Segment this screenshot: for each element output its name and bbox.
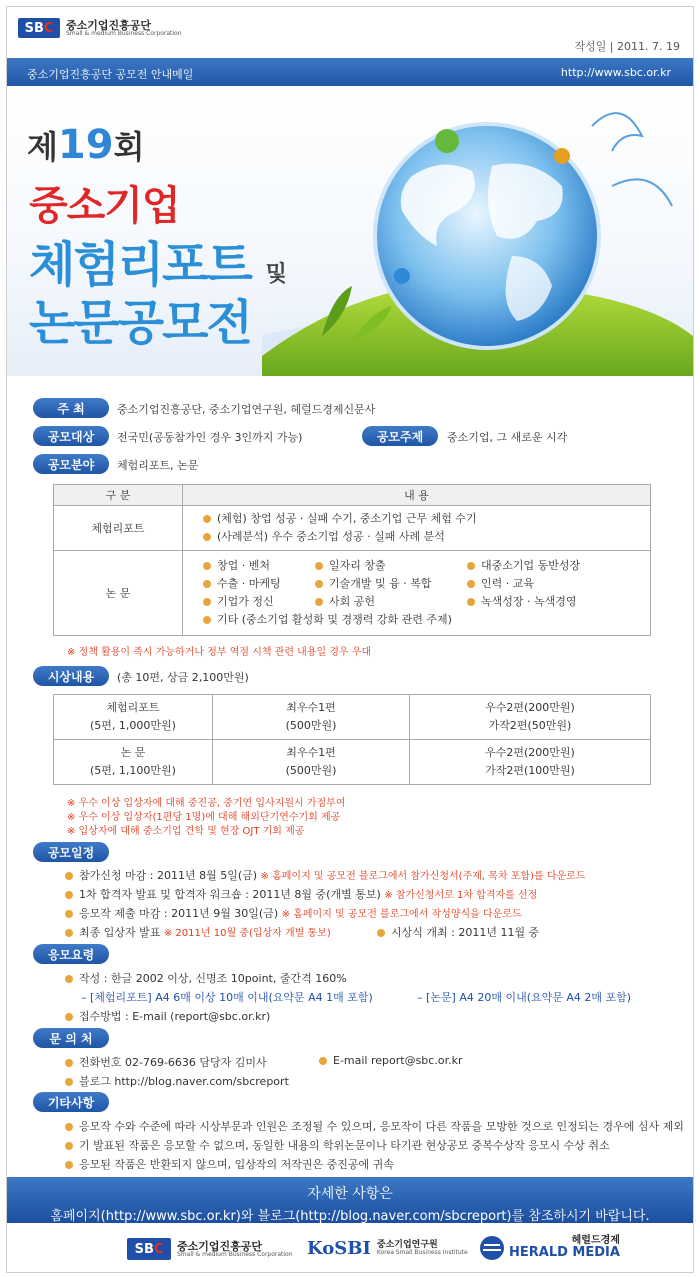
issue-date: 작성일 | 2011. 7. 19 <box>574 40 680 53</box>
target-value: 전국민(공동참가인 경우 3인까지 가능) <box>117 431 303 444</box>
edition-title <box>27 122 145 168</box>
ceremony-text: 시상식 개최 : 2011년 11월 중 <box>391 926 540 939</box>
schedule-note: ※ 참가신청서로 1차 합격자를 선정 <box>384 890 538 901</box>
bullet-icon <box>65 1013 73 1021</box>
guide-report-spec: – [체험리포트] A4 6매 이상 10매 이내(요약문 A4 1매 포함) <box>81 991 373 1004</box>
bullet-icon <box>377 929 385 937</box>
globe-illustration <box>262 86 693 376</box>
paper-topic <box>203 593 315 611</box>
contact-item <box>65 1054 267 1070</box>
paper-topic <box>467 557 627 575</box>
bullet-icon <box>203 580 211 588</box>
field-table <box>53 484 651 636</box>
etc-item <box>65 1156 394 1172</box>
schedule-text: 참가신청 마감 : 2011년 8월 5일(금) <box>79 869 258 882</box>
bullet-icon <box>319 1057 327 1065</box>
guide-text: 작성 : 한글 2002 이상, 신명조 10point, 줄간격 160% <box>79 972 347 985</box>
contact-item[interactable] <box>319 1054 462 1067</box>
paper-topic-other <box>203 611 650 629</box>
bullet-icon <box>65 1142 73 1150</box>
report-item <box>203 510 650 528</box>
bullet-icon <box>315 562 323 570</box>
footer-kosbi-logo[interactable] <box>307 1238 468 1259</box>
row-paper-content <box>183 551 651 636</box>
hero-banner <box>7 86 693 376</box>
paper-topic-other-text: 기타 (중소기업 활성화 및 경쟁력 강화 관련 주제) <box>217 613 452 626</box>
prize-note: ※ 우수 이상 입상자(1편당 1명)에 대해 해외단기연수기회 제공 <box>67 812 341 823</box>
guide-item <box>65 970 347 986</box>
prize-paper-total: (5편, 1,100만원) <box>90 764 176 777</box>
guide-item <box>65 1008 270 1024</box>
prize-paper-name: 논 문 <box>120 746 146 759</box>
paper-topic-text: 녹색성장 · 녹색경영 <box>481 595 577 608</box>
kosbi-korean: 중소기업연구원 <box>376 1240 438 1250</box>
sbc-logo[interactable] <box>18 18 182 38</box>
details-heading: 자세한 사항은 <box>307 1186 393 1202</box>
etc-text: 응모작 수와 수준에 따라 시상부문과 인원은 조정될 수 있으며, 응모작이 다른 작품을 모방한 것으로 인정되는 경우에 심사 제외 <box>79 1120 684 1133</box>
bullet-icon <box>203 533 211 541</box>
guide-paper-spec: – [논문] A4 20매 이내(요약문 A4 2매 포함) <box>417 991 632 1004</box>
theme-label: 공모주제 <box>362 426 438 446</box>
bullet-icon <box>467 580 475 588</box>
etc-label: 기타사항 <box>33 1092 109 1112</box>
paper-topic <box>315 557 467 575</box>
prize-report-category <box>54 695 213 740</box>
prize-report-top-amount: (500만원) <box>285 719 337 732</box>
schedule-item <box>65 905 522 921</box>
herald-korean: 헤럴드경제 <box>571 1235 620 1247</box>
footer-sbc-korean: 중소기업진흥공단 <box>177 1239 263 1253</box>
etc-item <box>65 1137 610 1153</box>
report-item <box>203 528 650 546</box>
etc-item <box>65 1118 684 1134</box>
footer-logos <box>7 1230 693 1266</box>
content-area <box>7 376 693 1176</box>
details-text: 홈페이지(http://www.sbc.or.kr)와 블로그(http://blog.naver.com/sbcreport)를 참조하시기 바랍니다. <box>50 1209 650 1224</box>
paper-topic-text: 대중소기업 동반성장 <box>481 559 581 572</box>
guide-text: 접수방법 : E-mail (report@sbc.or.kr) <box>79 1010 271 1023</box>
schedule-item <box>65 924 331 940</box>
hero-report-text: 체험리포트 <box>29 237 251 293</box>
paper-topic <box>203 575 315 593</box>
contact-email[interactable]: E-mail report@sbc.or.kr <box>333 1054 463 1067</box>
theme-value: 중소기업, 그 새로운 시각 <box>447 431 568 444</box>
prize-paper-top-count: 최우수1편 <box>286 746 336 759</box>
prize-paper-merit: 가작2편(100만원) <box>485 764 575 777</box>
bullet-icon <box>467 562 475 570</box>
row-report-content <box>183 506 651 551</box>
kosbi-english: Korea Small Business Institute <box>376 1249 468 1256</box>
prize-report-top-count: 최우수1편 <box>286 701 336 714</box>
herald-english: HERALD MEDIA <box>509 1245 620 1261</box>
logo-korean-name: 중소기업진흥공단 <box>66 18 152 32</box>
bullet-icon <box>65 1161 73 1169</box>
paper-topic <box>467 593 627 611</box>
etc-text: 기 발표된 작품은 응모할 수 없으며, 동일한 내용의 학위논문이나 타기관 현상공모 중복수상작 응모시 수상 취소 <box>79 1139 610 1152</box>
sbc-logo-mark <box>18 18 60 38</box>
prize-paper-category <box>54 740 213 785</box>
paper-topic-text: 사회 공헌 <box>329 595 376 608</box>
report-item-text: (사례분석) 우수 중소기업 성공 · 실패 사례 분석 <box>217 530 445 543</box>
edition-prefix: 제 <box>27 128 58 166</box>
prize-summary: (총 10편, 상금 2,100만원) <box>117 671 249 684</box>
bullet-icon <box>65 1078 73 1086</box>
paper-topic <box>315 575 467 593</box>
field-note: ※ 정책 활용이 즉시 가능하거나 정부 역점 시책 관련 내용일 경우 우대 <box>67 647 372 658</box>
hero-line-sme: 중소기업 <box>29 183 180 229</box>
paper-topic-text: 수출 · 마케팅 <box>217 577 281 590</box>
bullet-icon <box>65 1059 73 1067</box>
prize-note: ※ 입상자에 대해 중소기업 견학 및 현장 OJT 기회 제공 <box>67 826 305 837</box>
bullet-icon <box>203 598 211 606</box>
footer-sbc-abbr-b: C <box>153 1241 164 1257</box>
prize-report-total: (5편, 1,000만원) <box>90 719 176 732</box>
prize-paper-top <box>213 740 410 785</box>
etc-text: 응모된 작품은 반환되지 않으며, 입상작의 저작권은 중진공에 귀속 <box>79 1158 394 1171</box>
guide-label: 응모요령 <box>33 944 109 964</box>
prize-report-excellent: 우수2편(200만원) <box>485 701 575 714</box>
report-item-text: (체험) 창업 성공 · 실패 수기, 중소기업 근무 체험 수기 <box>217 512 477 525</box>
field-table-header-content: 내 용 <box>183 485 651 506</box>
logo-english-name: Small & medium Business Corporation <box>66 29 182 37</box>
header-bar <box>7 58 693 86</box>
footer-herald-logo[interactable] <box>479 1235 620 1261</box>
field-value: 체험리포트, 논문 <box>117 459 199 472</box>
footer-sbc-mark <box>127 1238 171 1260</box>
host-label: 주 최 <box>33 398 109 418</box>
schedule-item <box>65 867 585 883</box>
bullet-icon <box>65 872 73 880</box>
schedule-note: ※ 2011년 10월 중(입상자 개별 통보) <box>163 928 331 939</box>
footer-sbc-abbr-a: SB <box>134 1241 154 1257</box>
bullet-icon <box>467 598 475 606</box>
bullet-icon <box>65 929 73 937</box>
bullet-icon <box>203 616 211 624</box>
paper-topic-text: 기업가 정신 <box>217 595 274 608</box>
schedule-text: 최종 입상자 발표 <box>79 926 161 939</box>
footer-sbc-english: Small & medium Business Corporation <box>177 1250 293 1258</box>
hero-line-contest: 논문공모전 <box>29 295 251 351</box>
schedule-note: ※ 홈페이지 및 공모전 블로그에서 작성양식을 다운로드 <box>281 909 522 920</box>
prize-report-others <box>410 695 651 740</box>
prize-label: 시상내용 <box>33 666 109 686</box>
prize-table <box>53 694 651 785</box>
bullet-icon <box>65 1123 73 1131</box>
footer-sbc-logo[interactable] <box>127 1238 293 1260</box>
paper-topic-grid <box>203 557 650 611</box>
prize-report-top <box>213 695 410 740</box>
contact-label: 문 의 처 <box>33 1028 109 1048</box>
schedule-item <box>65 886 537 902</box>
paper-topic-text: 기술개발 및 융 · 복합 <box>329 577 432 590</box>
bullet-icon <box>315 598 323 606</box>
schedule-text: 응모작 제출 마감 : 2011년 9월 30일(금) <box>79 907 279 920</box>
row-paper-name: 논 문 <box>54 551 183 636</box>
paper-topic <box>315 593 467 611</box>
field-label: 공모분야 <box>33 454 109 474</box>
prize-report-name: 체험리포트 <box>106 701 160 714</box>
paper-topic <box>467 575 627 593</box>
host-value: 중소기업진흥공단, 중소기업연구원, 헤럴드경제신문사 <box>117 403 376 416</box>
contact-item[interactable] <box>65 1073 289 1089</box>
schedule-text: 1차 합격자 발표 및 합격자 워크숍 : 2011년 8월 중(개별 통보) <box>79 888 381 901</box>
kosbi-mark: KoSBI <box>307 1238 371 1259</box>
herald-globe-icon <box>479 1235 505 1261</box>
bullet-icon <box>203 562 211 570</box>
schedule-note: ※ 홈페이지 및 공모전 블로그에서 참가신청서(주제, 목차 포함)를 다운로드 <box>260 871 586 882</box>
ceremony-item <box>377 924 539 940</box>
paper-topic-text: 일자리 창출 <box>329 559 386 572</box>
schedule-label: 공모일정 <box>33 842 109 862</box>
mail-title: 중소기업진흥공단 공모전 안내메일 <box>27 68 194 81</box>
contact-phone: 전화번호 02-769-6636 담당자 김미사 <box>79 1056 267 1069</box>
site-link[interactable]: http://www.sbc.or.kr <box>560 66 671 79</box>
contact-blog[interactable]: 블로그 http://blog.naver.com/sbcreport <box>79 1075 289 1088</box>
bullet-icon <box>315 580 323 588</box>
bullet-icon <box>65 891 73 899</box>
logo-abbr-b: C <box>43 20 54 36</box>
prize-paper-excellent: 우수2편(200만원) <box>485 746 575 759</box>
prize-paper-top-amount: (500만원) <box>285 764 337 777</box>
logo-abbr-a: SB <box>24 20 44 36</box>
bullet-icon <box>65 975 73 983</box>
bullet-icon <box>203 515 211 523</box>
paper-topic-text: 창업 · 벤처 <box>217 559 270 572</box>
details-banner <box>7 1177 693 1223</box>
prize-note: ※ 우수 이상 입상자에 대해 중진공, 중기연 입사지원시 가점부여 <box>67 798 346 809</box>
target-label: 공모대상 <box>33 426 109 446</box>
paper-topic <box>203 557 315 575</box>
edition-number: 19 <box>57 122 114 168</box>
prize-report-merit: 가작2편(50만원) <box>488 719 572 732</box>
row-report-name: 체험리포트 <box>54 506 183 551</box>
field-table-header-category: 구 분 <box>54 485 183 506</box>
bullet-icon <box>65 910 73 918</box>
hero-and-text: 및 <box>265 262 287 287</box>
prize-paper-others <box>410 740 651 785</box>
paper-topic-text: 인력 · 교육 <box>481 577 534 590</box>
edition-suffix: 회 <box>113 128 145 166</box>
